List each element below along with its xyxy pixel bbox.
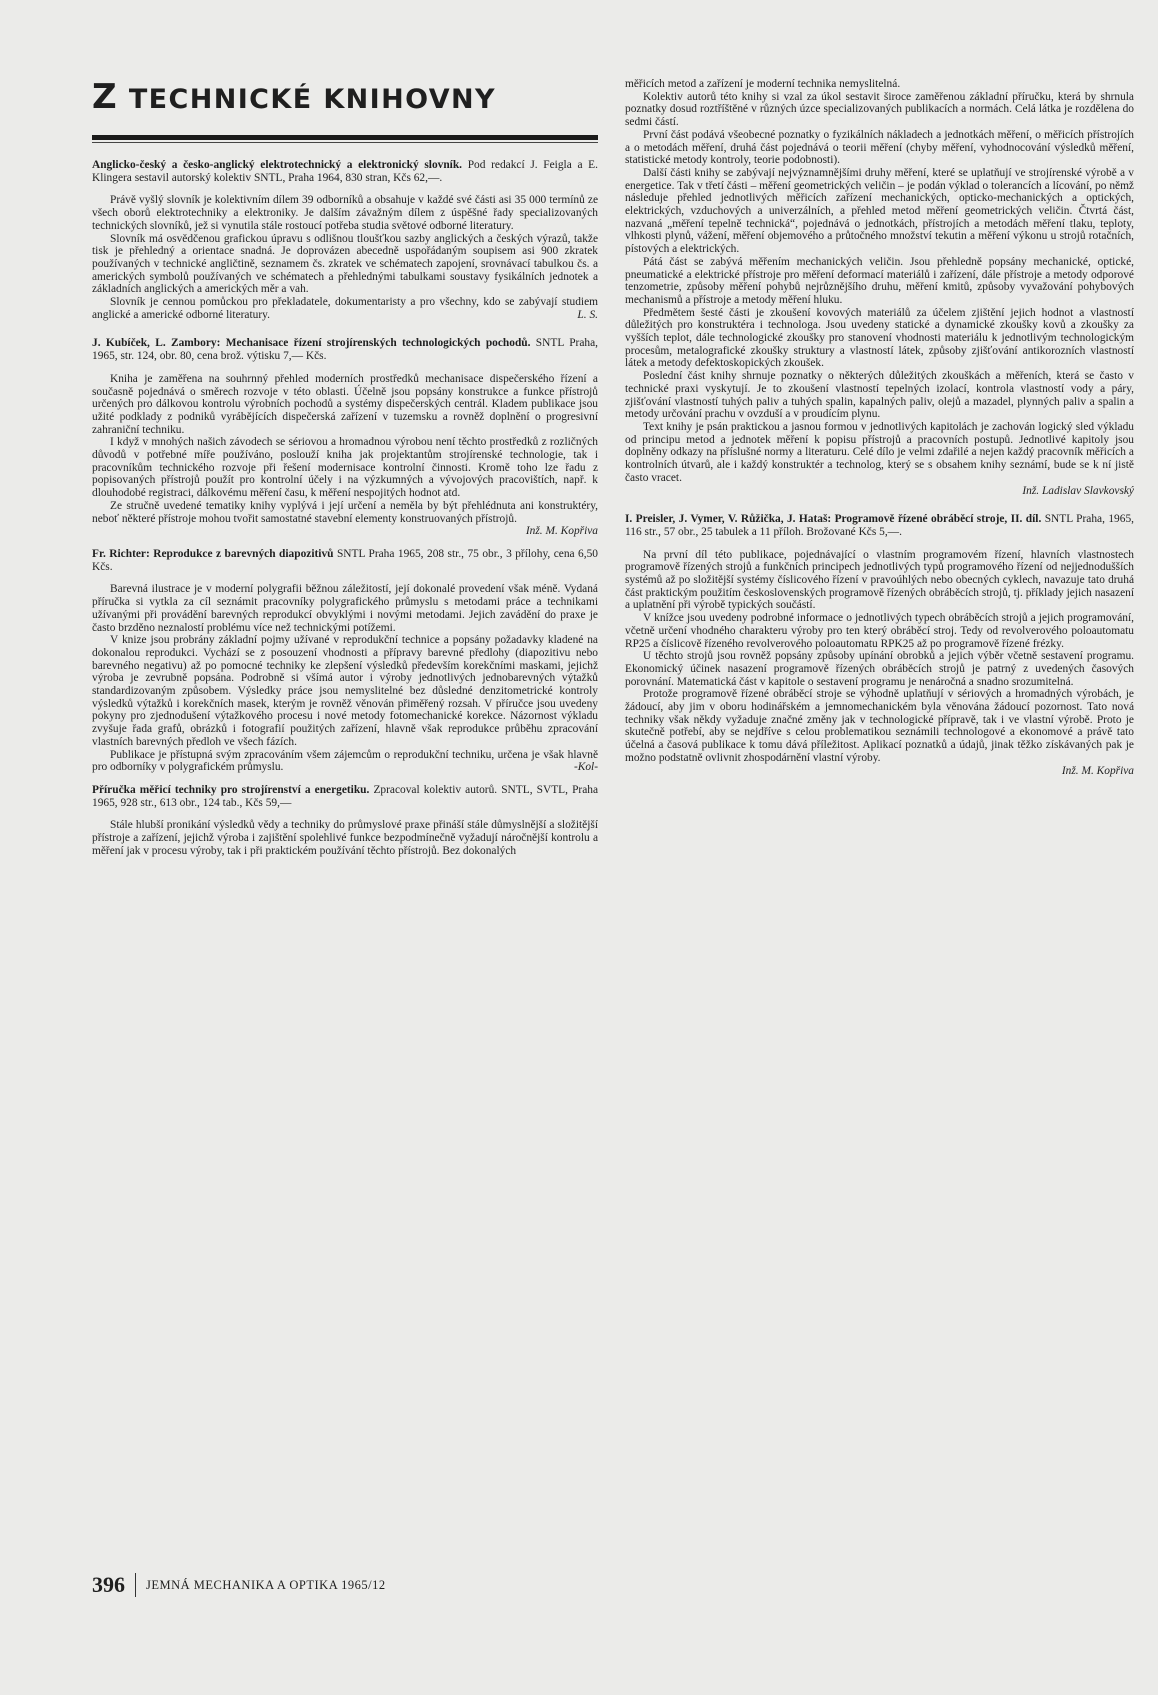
review-heading-title: Anglicko-český a česko-anglický elektrotechnický a elektronický slovník. (92, 159, 463, 171)
review-heading-details: Zpracoval kolektiv autorů. SNTL, SVTL, Praha 1965, 928 str., 613 obr., 124 tab., Kčs 59,— (92, 783, 598, 809)
review-colour-reproduction (92, 548, 598, 774)
review-heading-title: J. Kubíček, L. Zambory: Mechanisace řízení strojírenských technologických pochodů. (92, 337, 531, 350)
paragraph: Protože programově řízené obráběcí stroje se výhodně uplatňují v sériových a hromadných výrobách, je žádoucí, aby jim v oboru hodinářském a jemnomechanickém byla věnována žádoucí pozornost. Tato nová techniky však někdy vyžaduje značné změny jak v technologické přípravě, tak i ve vlastní výrobě. Proto je skutečně potřebí, aby se nejdříve s celou problematikou seznámili technologové a ekonomové a právě tato účelná a časová publikace k tomu dává příležitost. Aplikací poznatků a údajů, jinak těžko získávaných pak je možno podstatně ovlivnit zhospodárnění vlastní výroby. (625, 688, 1134, 764)
paragraph: Předmětem šesté části je zkoušení kovových materiálů za účelem zjištění jejich hodnot a vlastností důležitých pro konstruktéra i technologa. Jsou uvedeny statické a dynamické zkoušky kovů a zkoušky za vyšších teplot, dále technologické zkoušky pro stanovení vhodnosti materiálu k jednotlivým technologickým procesům, metalografické zkoušky struktury a vlastností látek, způsoby zjišťování antikorozních vlastností látek a metody defektoskopických zkoušek. (625, 306, 1134, 370)
section-header (92, 77, 598, 132)
paragraph: Právě vyšlý slovník je kolektivním dílem 39 odborníků a obsahuje v každé své části asi 35 000 termínů ze všech oborů elektrotechniky a elektroniky. Je dalším závažným dílem z úspěšné řady specializovaných technických slovníků, jež si vynutila stále rostoucí potřeba studia světové odborné literatury. (92, 194, 598, 232)
paragraph (92, 749, 598, 774)
paragraph: Pátá část se zabývá měřením mechanických veličin. Jsou přehledně popsány mechanické, optické, pneumatické a elektrické přístroje pro měření deformací materiálů i zařízení, dále přístroje a metody odporové tenzometrie, způsoby měření pohybů nejrůznějšího druhu, měření kmitů, způsoby vyvažování pohybových mechanismů a přístroje a metody měření hluku. (625, 255, 1134, 306)
paragraph: Stále hlubší pronikání výsledků vědy a techniky do průmyslové praxe přináší stále důmyslnější a složitější přístroje a zařízení, jejichž výroba i zajištění spolehlivé funkce bezpodmínečně vyžadují náročnější kontrolu a měření jak v procesu výroby, tak i při praktickém používání těchto přístrojů. Bez dokonalých (92, 819, 598, 857)
left-column (92, 0, 598, 1695)
paragraph: Barevná ilustrace je v moderní polygrafii běžnou záležitostí, její dokonalé provedení však méně. Vydaná příručka si vytkla za cíl seznámit pracovníky polygrafického průmyslu s metodami práce a technikami užívanými při provádění barevných reprodukcí obvyklými i novými metodami. Jejich zavádění do praxe je často brzděno neznalostí problému více než technickými potížemi. (92, 583, 598, 634)
paragraph: Na první díl této publikace, pojednávající o vlastním programovém řízení, hlavních vlastnostech programově řízených strojů a funkčních principech jednotlivých typů programového řízení od nejjednodušších systémů až po složitější systémy číslicového řízení v pravoúhlých nebo obecných cyklech, navazuje tato druhá část praktickým použitím československých programově řízených obráběcích strojů, tj. příklady jejich nasazení a uplatnění při výrobě typických součástí. (625, 548, 1134, 612)
paragraph: První část podává všeobecné poznatky o fyzikálních nákladech a jednotkách měření, o měřicích přístrojích a o metodách měření, druhá část pojednává o teorii měření (chyby měření, vyhodnocování výsledků měření, statistické metody kontroly, teorie podobnosti). (625, 128, 1134, 167)
section-title (92, 77, 598, 117)
review-heading-title: Příručka měřicí techniky pro strojírenství a energetiku. (92, 783, 370, 796)
review-english-czech-dictionary (92, 159, 598, 321)
review-heading-details: SNTL Praha, 1965, str. 124, obr. 80, cena brož. výtisku 7,— Kčs. (92, 337, 598, 363)
paragraph: Kniha je zaměřena na souhrnný přehled moderních prostředků mechanisace dispečerského řízení a současně pojednává o směrech rozvoje v této oblasti. Účelně jsou popsány konstrukce a funkce přístrojů určených pro dálkovou kontrolu výrobních pochodů a systémy dispečerských centrál. Kladem publikace jsou užité podklady z podniků vyrábějících dispečerská zařízení v tuzemsku a rovněž doplnění o progresivní zahraniční techniku. (92, 372, 598, 436)
right-column (625, 0, 1134, 1695)
review-signature: Inž. M. Kopřiva (525, 525, 598, 538)
review-heading-title: Fr. Richter: Reprodukce z barevných diapozitivů (92, 547, 334, 560)
review-heading (92, 159, 598, 184)
paragraph: Poslední část knihy shrnuje poznatky o některých důležitých zkouškách a měřeních, která se často v technické praxi vyskytují. Je to zkoušení vlastností tepelných izolací, kontrola vlastností vody a páry, zjišťování vlastností tuhých paliv a tuhých spalin, kapalných paliv, olejů a mazadel, plynných paliv a spalin a metody určování prachu v ovzduší a v proudícím plynu. (625, 370, 1134, 421)
section-title-rest: TECHNICKÉ KNIHOVNY (118, 84, 496, 115)
review-signature: Inž. Ladislav Slavkovský (1022, 484, 1134, 497)
review-heading-details: Pod redakcí J. Feigla a E. Klingera sestavil autorský kolektiv SNTL, Praha 1964, 830 stran, Kčs 62,—. (92, 159, 598, 184)
paragraph: I když v mnohých našich závodech se sériovou a hromadnou výrobou není těchto prostředků z rozličných důvodů v potřebné míře používáno, poslouží kniha jak projektantům strojírenské technologie, tak i pracovníkům technického rozvoje při řešení modernisace kontrolní činnosti. Kromě toho lze řadu z popisovaných přístrojů použít pro kontrolní účely i na výzkumných a vývojových pracovištích, např. k dlouhodobé registraci, dálkovému měření času, k měření nespojitých hodnot atd. (92, 436, 598, 500)
review-mechanisation (92, 337, 598, 538)
paragraph: Text knihy je psán praktickou a jasnou formou v jednotlivých kapitolách je zachován logický sled výkladu od principu metod a jednotek měření k popisu přístrojů a pracovních postupů. Jednotlivé kapitoly jsou doplněny odkazy na příslušné normy a literaturu. Celé dílo je velmi zdařilé a nejen každý pracovník měřicích a kontrolních útvarů, ale i každý konstruktér a technolog, který se s obsahem knihy seznámí, bude se k ní jistě často vracet. (625, 420, 1134, 484)
review-signature: -Kol- (573, 761, 598, 774)
footer-divider (135, 1573, 136, 1597)
paragraph: U těchto strojů jsou rovněž popsány způsoby upínání obrobků a jejich výběr včetně sestavení programu. Ekonomický účinek nasazení programově řízených obráběcích strojů je patrný z uvedených časových porovnání. Matematická část v kapitole o sestavení programu je nenáročná a snadno srozumitelná. (625, 650, 1134, 688)
review-heading (92, 784, 598, 809)
review-measurement-handbook (92, 784, 598, 858)
paragraph: Ze stručně uvedené tematiky knihy vyplývá i její určení a neměla by být přehlédnuta ani konstruktéry, neboť některé přístroje mohou tvořit samostatné stavební elementy konstruovaných přístrojů. (92, 499, 598, 525)
paragraph: Slovník má osvědčenou grafickou úpravu s odlišnou tloušťkou sazby anglických a českých výrazů, takže tisk je přehledný a orientace snadná. Je doprovázen abecedně uspořádaným soupisem asi 900 zkratek používaných v technické angličtině, seznamem čs. zkratek ve schématech zapojení, srovnávací tabulkou čs. a amerických symbolů používaných ve schématech a přehlednými tabulkami soustavy fysikálních jednotek a základních anglických a amerických měr a vah. (92, 232, 598, 296)
review-heading (92, 337, 598, 362)
review-nc-machine-tools (625, 513, 1134, 777)
paragraph: V knize jsou probrány základní pojmy užívané v reprodukční technice a popsány požadavky kladené na dokonalou reprodukci. Vychází se z posouzení vhodnosti a přípravy barevné předlohy (diapozitivu nebo barevného negativu) až po pomocné techniky ke zlepšení výsledků především korekčními maskami, jejichž výroba je zevrubně popsána. Podrobně si všímá autor i výroby jednotlivých jednobarevných výtažků standardizovaným způsobem. Výsledky práce jsou nemyslitelné bez důsledné denzitometrické kontroly výsledků výtažků i korekčních masek, kterým je rovněž věnován přiměřený rozsah. V příručce jsou uvedeny pokyny pro zjednodušení výtažkového procesu i nové metody fotomechanické korekce. Názornost výkladu zvyšuje řada grafů, obrázků i fotografií použitých zařízení, hlavně však reprodukce průběhu zpracování vlastních barevných předloh ve všech fázích. (92, 634, 598, 748)
review-heading (92, 548, 598, 573)
review-heading-details: SNTL Praha 1965, 208 str., 75 obr., 3 přílohy, cena 6,50 Kčs. (92, 547, 598, 573)
paragraph (92, 296, 598, 321)
paragraph: Další části knihy se zabývají nejvýznamnějšími druhy měření, které se uplatňují ve strojírenské výrobě a v energetice. Tak v třetí části – měření geometrických veličin – je podán výklad o tolerancích a lícování, po němž následuje přehled jednotlivých měřicích zařízení mechanických, opticko-mechanických a optických, elektrických, vzduchových a univerzálních, a přehled metod měření geometrických veličin. Čtvrtá část, nazvaná „měření tepelně technická“, pojednává o jednotkách, přístrojích a metodách měření tlaku, teploty, vlhkosti plynů, vážení, měření objemového a průtočného množství tekutin a měření výkonu u strojů rotačních, pístových a elektrických. (625, 166, 1134, 256)
review-heading-title: I. Preisler, J. Vymer, V. Růžička, J. Hataš: Programově řízené obráběcí stroje, II. díl. (625, 513, 1042, 526)
paragraph-text: Publikace je přístupná svým zpracováním všem zájemcům o reprodukční techniku, určena je však hlavně pro odborníky v polygrafickém průmyslu. (92, 748, 598, 774)
paragraph: V knížce jsou uvedeny podrobné informace o jednotlivých typech obráběcích strojů a jejich programování, včetně určení vhodného charakteru výroby pro ten který obráběcí stroj. Tedy od revolverového poloautomatu RP25 a číslicově řízeného revolverového poloautomatu RPK25 až po programově řízené frézky. (625, 612, 1134, 650)
review-signature: Inž. M. Kopřiva (1061, 764, 1134, 777)
paragraph: Kolektiv autorů této knihy si vzal za úkol sestavit široce zaměřenou základní příručku, která by shrnula poznatky dosud roztříštěné v různých úzce specializovaných publikacích a normách. Celá látka je rozdělena do sedmi částí. (625, 90, 1134, 129)
review-heading (625, 513, 1134, 538)
paragraph-continued: měřicích metod a zařízení je moderní technika nemyslitelná. (625, 78, 901, 90)
page-footer (92, 1572, 386, 1598)
review-signature: L. S. (577, 308, 598, 321)
page-number: 396 (92, 1572, 125, 1597)
section-title-initial: Z (92, 77, 119, 117)
journal-name: JEMNÁ MECHANIKA A OPTIKA 1965/12 (146, 1577, 386, 1592)
paragraph-text: Slovník je cennou pomůckou pro překladatele, dokumentaristy a pro všechny, kdo se zabývají studiem anglické a americké odborné literatury. (92, 296, 598, 321)
review-heading-details: SNTL Praha, 1965, 116 str., 57 obr., 25 tabulek a 11 příloh. Brožované Kčs 5,—. (625, 513, 1134, 538)
header-rule-thick (92, 135, 598, 140)
